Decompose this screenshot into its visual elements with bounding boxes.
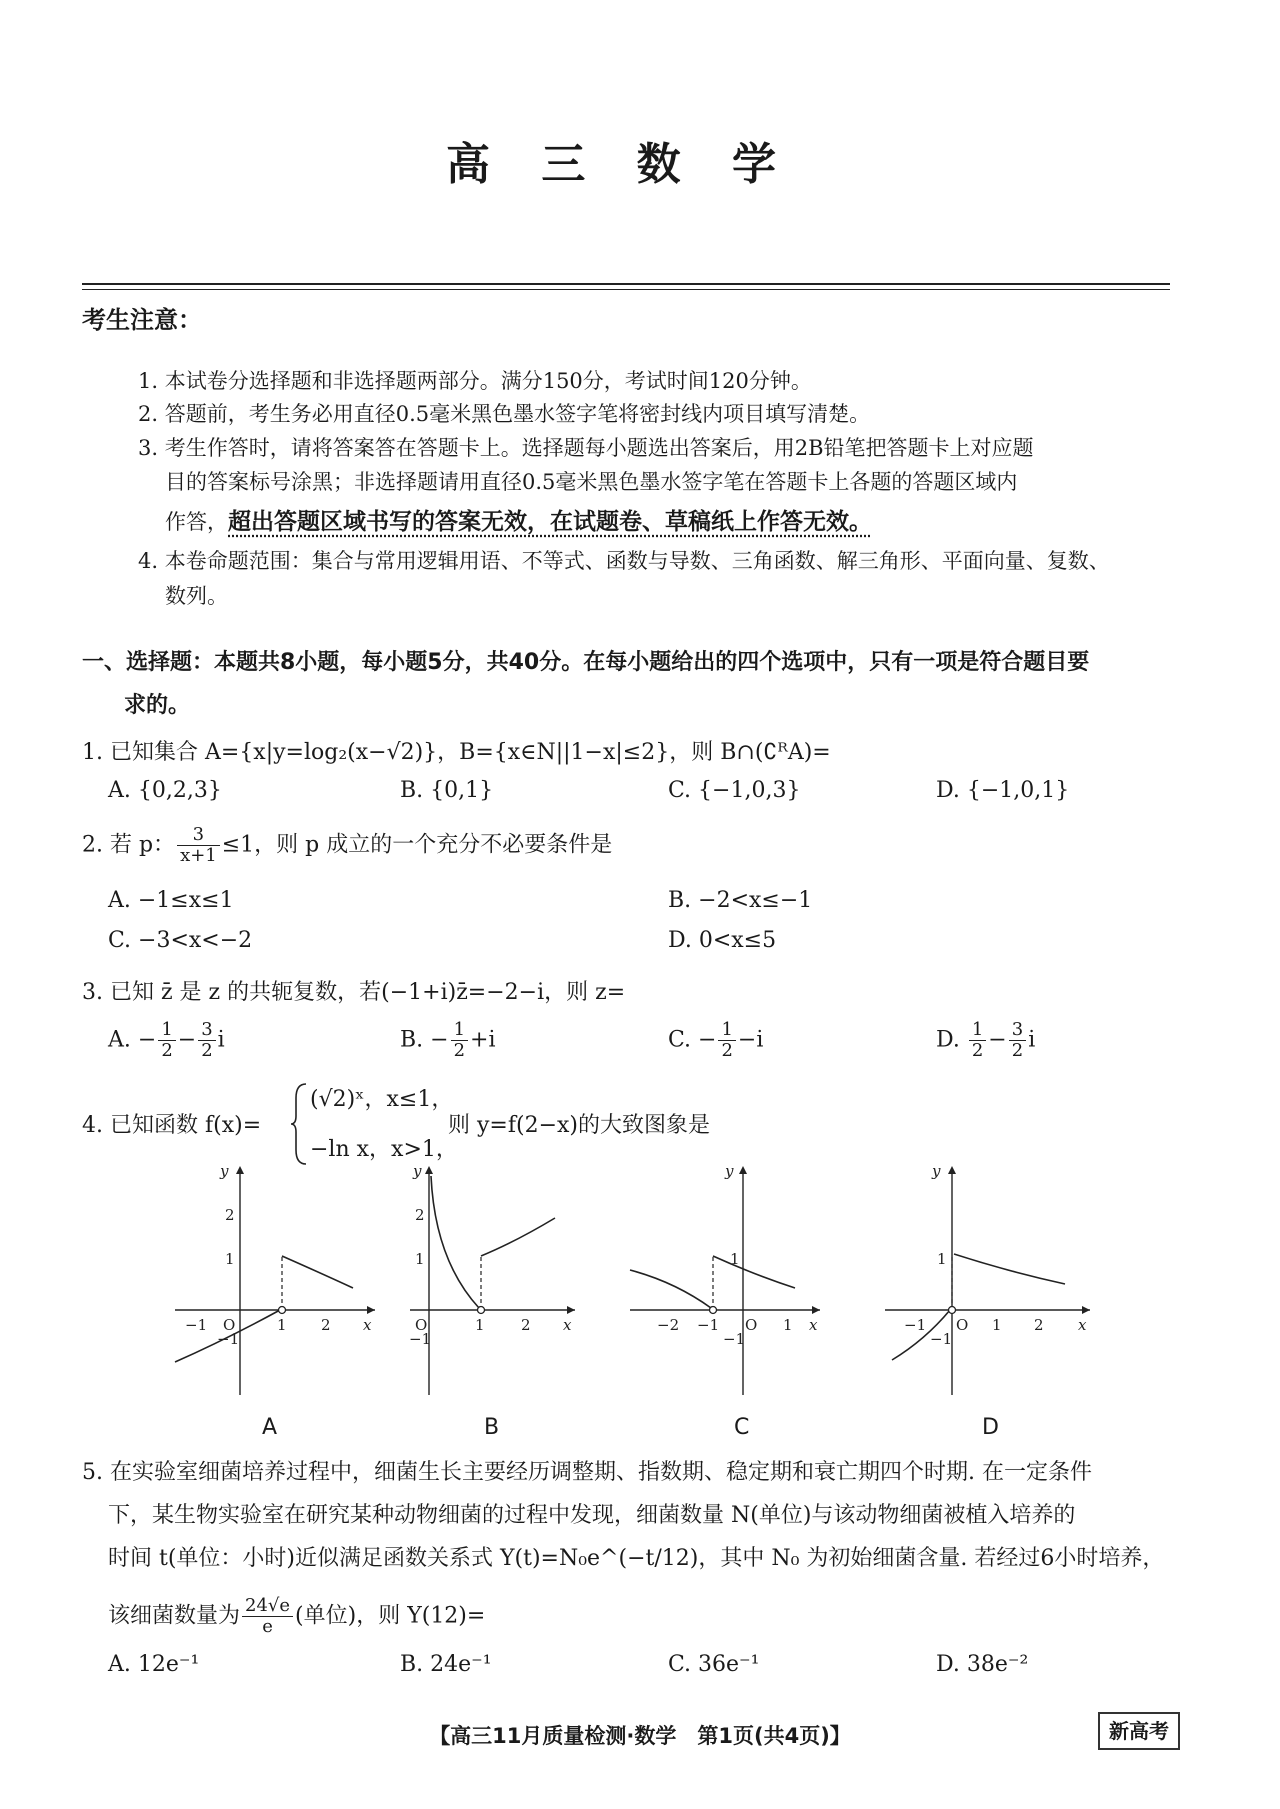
question-5-option-d: D. 38e⁻² [936,1652,1029,1677]
question-2-option-a: A. −1≤x≤1 [108,888,234,913]
question-2-option-c: C. −3<x<−2 [108,928,253,953]
question-1-option-d: D. {−1,0,1} [936,778,1070,803]
opt-text: D. [936,1027,967,1053]
fraction [718,1020,735,1061]
notice-emphasis: 超出答题区域书写的答案无效，在试题卷、草稿纸上作答无效。 [228,509,872,535]
svg-text:O: O [745,1316,758,1334]
graph-label-b: B [484,1415,500,1440]
notice-heading: 考生注意： [82,306,202,334]
svg-text:2: 2 [521,1316,531,1334]
fraction [242,1596,293,1637]
question-5-option-a: A. 12e⁻¹ [108,1652,200,1677]
fraction-denominator: 2 [453,1040,466,1061]
question-5-line-3: 时间 t(单位：小时)近似满足函数关系式 Y(t)=N₀e^(−t/12)，其中 N₀ 为初始细菌含量. 若经过6小时培养， [108,1546,1165,1571]
svg-text:x: x [1078,1316,1087,1334]
notice-item-3: 3. 考生作答时，请将答案答在答题卡上。选择题每小题选出答案后，用2B铅笔把答题卡上对应题 [138,436,1034,460]
fraction-numerator: 24√e [242,1596,293,1617]
opt-text: −i [737,1027,764,1053]
notice-item-3-end [165,503,872,536]
svg-text:−1: −1 [697,1316,720,1334]
svg-text:1: 1 [277,1316,287,1334]
notice-item-1: 1. 本试卷分选择题和非选择题两部分。满分150分，考试时间120分钟。 [138,369,812,393]
svg-text:2: 2 [1034,1316,1044,1334]
svg-text:y: y [932,1162,941,1180]
page-footer: 【高三11月质量检测·数学 第1页(共4页)】 [429,1724,851,1748]
svg-text:2: 2 [225,1206,235,1224]
fraction-numerator: 3 [1009,1020,1026,1041]
fraction [451,1020,468,1061]
fraction-denominator: 2 [721,1040,733,1061]
notice-item-3-cont: 目的答案标号涂黑；非选择题请用直径0.5毫米黑色墨水签字笔在答题卡上各题的答题区域内 [165,470,1018,494]
header-rule-thin [82,289,1170,290]
question-3-option-b [400,1020,496,1061]
opt-text: 该细菌数量为 [108,1603,241,1629]
svg-text:−1: −1 [409,1330,432,1348]
question-5-line-1: 5. 在实验室细菌培养过程中，细菌生长主要经历调整期、指数期、稳定期和衰亡期四个时期. 在一定条件 [82,1460,1092,1485]
question-1-option-a: A. {0,2,3} [108,778,222,803]
question-1-option-b: B. {0,1} [400,778,494,803]
fraction [1009,1020,1026,1061]
question-3-option-d [936,1020,1035,1061]
question-3-stem: 3. 已知 z̄ 是 z 的共轭复数，若(−1+i)z̄=−2−i，则 z= [82,980,626,1005]
notice-item-2: 2. 答题前，考生务必用直径0.5毫米黑色墨水签字笔将密封线内项目填写清楚。 [138,402,871,426]
svg-text:−1: −1 [930,1330,953,1348]
svg-text:x: x [363,1316,372,1334]
fraction-denominator: 2 [1011,1040,1024,1061]
opt-text: +i [470,1027,496,1053]
question-1-option-c: C. {−1,0,3} [668,778,801,803]
graph-a [165,1160,385,1410]
fraction-numerator: 1 [718,1020,735,1041]
graph-d [880,1160,1100,1410]
opt-text: B. − [400,1027,449,1053]
opt-text: (单位)，则 Y(12)= [295,1603,486,1629]
graph-c [625,1160,845,1410]
svg-text:−2: −2 [657,1316,680,1334]
svg-text:y: y [220,1162,229,1180]
svg-text:1: 1 [992,1316,1002,1334]
question-2-stem [82,825,612,866]
opt-text: C. − [668,1027,717,1053]
section-heading: 一、选择题：本题共8小题，每小题5分，共40分。在每小题给出的四个选项中，只有一项是符合题目要 [82,650,1090,675]
question-5-line-2: 下，某生物实验室在研究某种动物细菌的过程中发现，细菌数量 N(单位)与该动物细菌被植入培养的 [108,1503,1076,1528]
svg-text:O: O [956,1316,969,1334]
opt-text: i [217,1027,225,1053]
question-5-option-c: C. 36e⁻¹ [668,1652,760,1677]
section-heading-cont: 求的。 [124,693,191,718]
question-4-stem-prefix: 4. 已知函数 f(x)= [82,1113,262,1138]
graph-label-a: A [262,1415,278,1440]
page-title: 高 三 数 学 [446,139,794,190]
notice-item-4-cont: 数列。 [165,584,228,608]
question-3-option-a [108,1020,225,1061]
svg-text:2: 2 [415,1206,425,1224]
svg-text:2: 2 [321,1316,331,1334]
svg-text:x: x [809,1316,818,1334]
fraction-numerator: 1 [451,1020,468,1041]
notice-item-3-prefix: 作答， [165,510,228,534]
graph-label-d: D [982,1415,999,1440]
fraction-numerator: 1 [969,1020,986,1041]
fraction-denominator: x+1 [180,845,217,866]
notice-item-4: 4. 本卷命题范围：集合与常用逻辑用语、不等式、函数与导数、三角函数、解三角形、平面向量、复数、 [138,549,1110,573]
svg-text:1: 1 [415,1250,425,1268]
svg-text:1: 1 [783,1316,793,1334]
fraction-numerator: 3 [198,1020,215,1041]
fraction-numerator: 1 [158,1020,175,1041]
question-2-prefix: 2. 若 p： [82,832,176,858]
question-2-option-b: B. −2<x≤−1 [668,888,813,913]
graph-label-c: C [734,1415,750,1440]
header-rule-thick [82,283,1170,285]
svg-text:x: x [563,1316,572,1334]
svg-text:−1: −1 [185,1316,208,1334]
fraction-denominator: e [262,1616,273,1637]
svg-text:−1: −1 [217,1330,240,1348]
opt-text: A. − [108,1027,157,1053]
question-2-fraction [177,825,220,866]
fraction-denominator: 2 [971,1040,984,1061]
svg-text:y: y [725,1162,734,1180]
opt-text: − [988,1027,1007,1053]
fraction-denominator: 2 [201,1040,213,1061]
piecewise-case-1: (√2)ˣ，x≤1， [310,1087,454,1112]
svg-text:O: O [415,1316,428,1334]
svg-text:1: 1 [475,1316,485,1334]
fraction [969,1020,986,1061]
question-2-suffix: ≤1，则 p 成立的一个充分不必要条件是 [221,832,613,858]
question-1-stem: 1. 已知集合 A={x|y=log₂(x−√2)}，B={x∈N||1−x|≤2}，则 B∩(∁ᴿA)= [82,740,831,765]
svg-text:1: 1 [730,1250,740,1268]
svg-text:O: O [223,1316,236,1334]
graph-b [405,1160,625,1410]
svg-text:y: y [413,1162,422,1180]
opt-text: − [177,1027,197,1053]
fraction [158,1020,175,1061]
svg-text:−1: −1 [904,1316,927,1334]
fraction-numerator: 3 [177,825,220,846]
piecewise-case-2: −ln x，x>1， [310,1137,458,1162]
svg-text:1: 1 [225,1250,235,1268]
question-5-line-4 [108,1596,485,1637]
fraction-denominator: 2 [161,1040,173,1061]
svg-text:1: 1 [937,1250,947,1268]
piecewise-brace [290,1082,310,1166]
svg-text:−1: −1 [723,1330,746,1348]
question-3-option-c [668,1020,763,1061]
edition-stamp: 新高考 [1098,1712,1180,1750]
question-4-stem-suffix: 则 y=f(2−x)的大致图象是 [448,1113,711,1138]
fraction [198,1020,215,1061]
question-2-option-d: D. 0<x≤5 [668,928,777,953]
opt-text: i [1028,1027,1036,1053]
question-5-option-b: B. 24e⁻¹ [400,1652,492,1677]
